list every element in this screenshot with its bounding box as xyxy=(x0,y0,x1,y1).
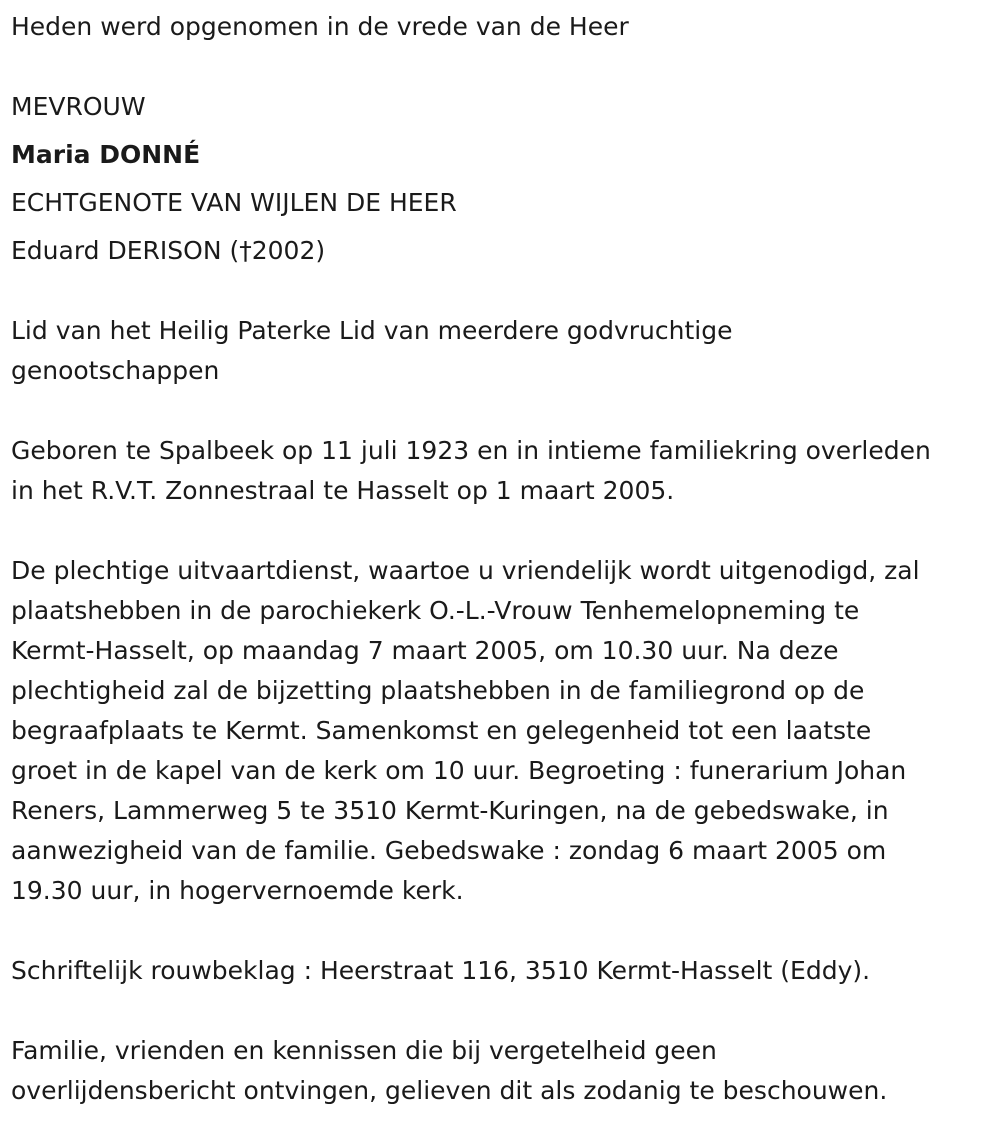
birth-death-paragraph xyxy=(11,431,1000,511)
funeral-line: plaatshebben in de parochiekerk O.-L.-Vrouw Tenhemelopneming te xyxy=(11,596,860,625)
funeral-line: groet in de kapel van de kerk om 10 uur. Begroeting : funerarium Johan xyxy=(11,756,907,785)
membership-paragraph xyxy=(11,311,1000,391)
birth-death-line: Geboren te Spalbeek op 11 juli 1923 en in intieme familiekring overleden xyxy=(11,436,931,465)
title-line: MEVROUW xyxy=(11,92,146,121)
closing-line: Familie, vrienden en kennissen die bij vergetelheid geen xyxy=(11,1036,717,1065)
closing-line: overlijdensbericht ontvingen, gelieven dit als zodanig te beschouwen. xyxy=(11,1076,888,1105)
funeral-line: plechtigheid zal de bijzetting plaatshebben in de familiegrond op de xyxy=(11,676,865,705)
intro-line: Heden werd opgenomen in de vrede van de Heer xyxy=(11,12,629,41)
deceased-name: Maria DONNÉ xyxy=(11,140,201,169)
funeral-line: De plechtige uitvaartdienst, waartoe u vriendelijk wordt uitgenodigd, zal xyxy=(11,556,920,585)
funeral-line: Kermt-Hasselt, op maandag 7 maart 2005, om 10.30 uur. Na deze xyxy=(11,636,839,665)
membership-line: genootschappen xyxy=(11,356,220,385)
funeral-line: Reners, Lammerweg 5 te 3510 Kermt-Kuringen, na de gebedswake, in xyxy=(11,796,889,825)
condolences-line: Schriftelijk rouwbeklag : Heerstraat 116, 3510 Kermt-Hasselt (Eddy). xyxy=(11,956,871,985)
birth-death-line: in het R.V.T. Zonnestraal te Hasselt op 1 maart 2005. xyxy=(11,476,675,505)
relation-line: ECHTGENOTE VAN WIJLEN DE HEER xyxy=(11,188,457,217)
funeral-line: aanwezigheid van de familie. Gebedswake : zondag 6 maart 2005 om xyxy=(11,836,887,865)
spouse-line: Eduard DERISON (†2002) xyxy=(11,236,326,265)
funeral-paragraph xyxy=(11,551,1000,911)
closing-paragraph xyxy=(11,1031,1000,1111)
membership-line: Lid van het Heilig Paterke Lid van meerdere godvruchtige xyxy=(11,316,733,345)
funeral-line: 19.30 uur, in hogervernoemde kerk. xyxy=(11,876,464,905)
funeral-line: begraafplaats te Kermt. Samenkomst en gelegenheid tot een laatste xyxy=(11,716,872,745)
